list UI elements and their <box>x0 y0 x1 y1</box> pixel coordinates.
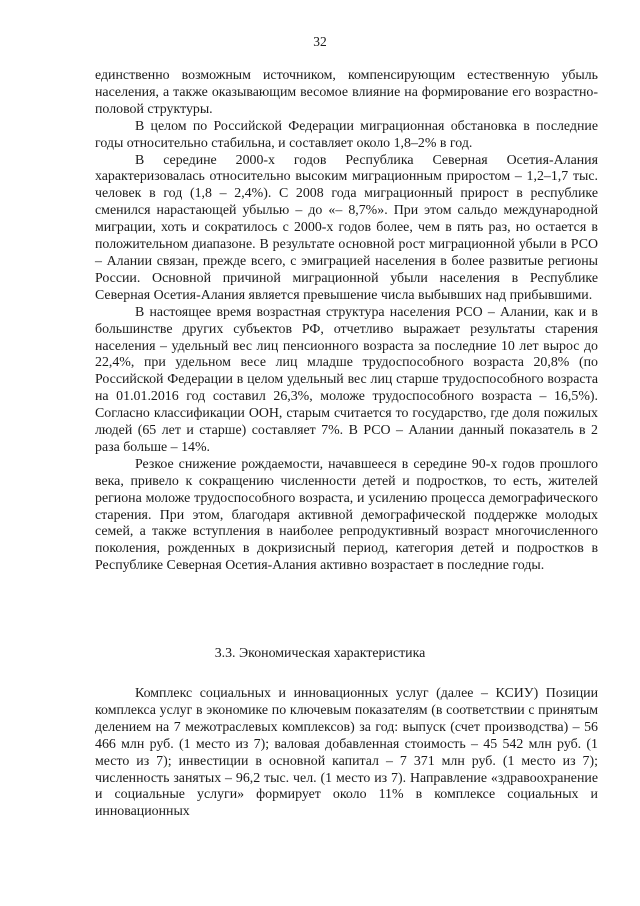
body-text-bottom <box>95 686 598 821</box>
paragraph: единственно возможным источником, компенсирующим естественную убыль населения, а также оказывающим весомое влияние на формирование его возрастно-половой структуры. <box>95 68 598 117</box>
paragraph: Резкое снижение рождаемости, начавшееся в середине 90-х годов прошлого века, привело к сокращению численности детей и подростков, то есть, жителей региона моложе трудоспособного возраста, и усилению процесса демографического старения. При этом, благодаря активной демографической поддержке молодых семей, а также вступления в наиболее репродуктивный возраст многочисленного поколения, рожденных в докризисный период, категория детей и подростков в Республике Северная Осетия-Алания активно возрастает в последние годы. <box>95 456 598 574</box>
paragraph: В настоящее время возрастная структура населения РСО – Алании, как и в большинстве других субъектов РФ, отчетливо выражает результаты старения населения – удельный вес лиц пенсионного возраста за последние 10 лет вырос до 22,4%, при удельном весе лиц младше трудоспособного возраста 20,8% (по Российской Федерации в целом удельный вес лиц старше трудоспособного возраста на 01.01.2016 год составил 26,3%, моложе трудоспособного возраста – 16,5%). Согласно классификации ООН, старым считается то государство, где доля пожилых людей (65 лет и старше) составляет 7%. В РСО – Алании данный показатель в 2 раза больше – 14%. <box>95 304 598 455</box>
page-number: 32 <box>313 34 327 49</box>
paragraph: В целом по Российской Федерации миграционная обстановка в последние годы относительно стабильна, и составляет около 1,8–2% в год. <box>95 118 598 151</box>
section-heading: 3.3. Экономическая характеристика <box>214 646 426 661</box>
paragraph: Комплекс социальных и инновационных услуг (далее – КСИУ) Позиции комплекса услуг в экономике по ключевым показателям (в соответствии с принятым делением на 7 межотраслевых комплексов) за год: выпуск (счет производства) – 56 466 млн руб. (1 место из 7); валовая добавленная стоимость – 45 542 млн руб. (1 место из 7); инвестиции в основной капитал – 7 371 млн руб. (1 место из 7); численность занятых – 96,2 тыс. чел. (1 место из 7). Направление «здравоохранение и социальные услуги» формирует около 11% в комплексе социальных и инновационных <box>95 686 598 820</box>
body-text-top <box>95 68 598 575</box>
paragraph: В середине 2000-х годов Республика Северная Осетия-Алания характеризовалась относительно высоким миграционным приростом – 1,2–1,7 тыс. человек в год (1,8 – 2,4%). С 2008 года миграционный прирост в республике сменился нарастающей убылью – до «– 8,7%». При этом сальдо международной миграции, хоть и сократилось с 2000-х годов более, чем в пять раз, но остается в положительном диапазоне. В результате основной рост миграционной убыли в РСО – Алании связан, прежде всего, с эмиграцией населения в более развитые регионы России. Основной причиной миграционной убыли населения в Республике Северная Осетия-Алания является превышение числа выбывших над прибывшими. <box>95 152 598 303</box>
